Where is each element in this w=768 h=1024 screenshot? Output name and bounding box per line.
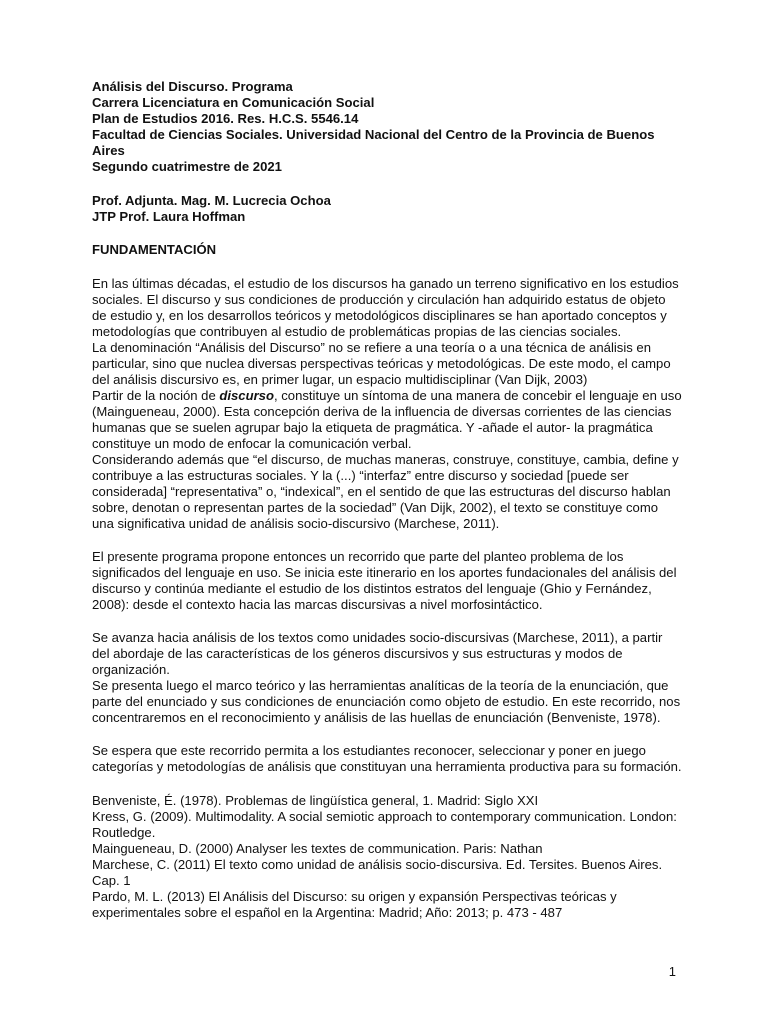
paragraph-5: El presente programa propone entonces un recorrido que parte del planteo problema de los significados del lenguaje en uso. Se inicia este itinerario en los aportes fundacionales del análisis del discurso y continúa mediante el estudio de los distintos estratos del lenguaje (Ghio y Fernández, 2008): desde el contexto hacia las marcas discursivas a nivel morfosintáctico.	[92, 549, 677, 612]
paragraph-3	[92, 388, 682, 452]
paragraph-3-after: , constituye un síntoma de una manera de concebir el lenguaje en uso (Maingueneau, 2000). Esta concepción deriva de la influencia de diversas corrientes de las ciencias humanas que se suelen agrupar bajo la etiqueta de pragmática. Y -añade el autor- la pragmática constituye un modo de enfocar la comunicación verbal.	[92, 388, 682, 451]
paragraph-2: La denominación “Análisis del Discurso” no se refiere a una teoría o a una técnica de análisis en particular, sino que nuclea diversas perspectivas teóricas y metodológicas. De este modo, el campo del análisis discursivo es, en primer lugar, un espacio multidisciplinar (Van Dijk, 2003)	[92, 340, 671, 387]
reference-item: Benveniste, É. (1978). Problemas de lingüística general, 1. Madrid: Siglo XXI	[92, 793, 539, 808]
paragraph-3-before: Partir de la noción de	[92, 388, 220, 403]
career-name: Carrera Licenciatura en Comunicación Social	[92, 95, 375, 110]
paragraph-8: Se espera que este recorrido permita a los estudiantes reconocer, seleccionar y poner en juego categorías y metodologías de análisis que constituyan una herramienta productiva para su formación.	[92, 743, 682, 774]
fundamentacion-body	[92, 276, 682, 775]
study-plan: Plan de Estudios 2016. Res. H.C.S. 5546.14	[92, 111, 359, 126]
references-list	[92, 793, 682, 921]
page-number: 1	[668, 964, 676, 979]
document-page	[92, 79, 682, 921]
paragraph-3-emphasis: discurso	[219, 388, 274, 403]
course-title: Análisis del Discurso. Programa	[92, 79, 293, 94]
paragraph-4: Considerando además que “el discurso, de muchas maneras, construye, constituye, cambia, define y contribuye a las estructuras sociales. Y la (...) “interfaz” entre discurso y sociedad [puede ser considerada] “representativa” o, “indexical”, en el sentido de que las estructuras del discurso hablan sobre, denotan o representan partes de la sociedad” (Van Dijk, 2002), el texto se constituye como una significativa unidad de análisis socio-discursivo (Marchese, 2011).	[92, 452, 679, 531]
reference-item: Marchese, C. (2011) El texto como unidad de análisis socio-discursiva. Ed. Tersites. Buenos Aires. Cap. 1	[92, 857, 663, 888]
professor-adjunta: Prof. Adjunta. Mag. M. Lucrecia Ochoa	[92, 193, 331, 208]
reference-item: Kress, G. (2009). Multimodality. A social semiotic approach to contemporary communication. London: Routledge.	[92, 809, 677, 840]
paragraph-6: Se avanza hacia análisis de los textos como unidades socio-discursivas (Marchese, 2011), a partir del abordaje de las características de los géneros discursivos y sus estructuras y modos de organización.	[92, 630, 663, 677]
paragraph-1: En las últimas décadas, el estudio de los discursos ha ganado un terreno significativo en los estudios sociales. El discurso y sus condiciones de producción y circulación han adquirido estatus de objeto de estudio y, en los desarrollos teóricos y metodológicos disciplinares se han aportado conceptos y metodologías que contribuyen al estudio de problemáticas propias de las ciencias sociales.	[92, 276, 679, 339]
document-header	[92, 79, 682, 175]
faculty-name: Facultad de Ciencias Sociales. Universidad Nacional del Centro de la Provincia de Buenos Aires	[92, 127, 655, 158]
reference-item: Pardo, M. L. (2013) El Análisis del Discurso: su origen y expansión Perspectivas teóricas y experimentales sobre el español en la Argentina: Madrid; Año: 2013; p. 473 - 487	[92, 889, 617, 920]
reference-item: Maingueneau, D. (2000) Analyser les textes de communication. Paris: Nathan	[92, 841, 543, 856]
section-title: FUNDAMENTACIÓN	[92, 242, 217, 257]
professor-jtp: JTP Prof. Laura Hoffman	[92, 209, 246, 224]
paragraph-7: Se presenta luego el marco teórico y las herramientas analíticas de la teoría de la enunciación, que parte del enunciado y sus condiciones de enunciación como objeto de estudio. En este recorrido, nos concentraremos en el reconocimiento y análisis de las huellas de enunciación (Benveniste, 1978).	[92, 678, 681, 725]
professors-block	[92, 193, 682, 225]
semester: Segundo cuatrimestre de 2021	[92, 159, 282, 174]
